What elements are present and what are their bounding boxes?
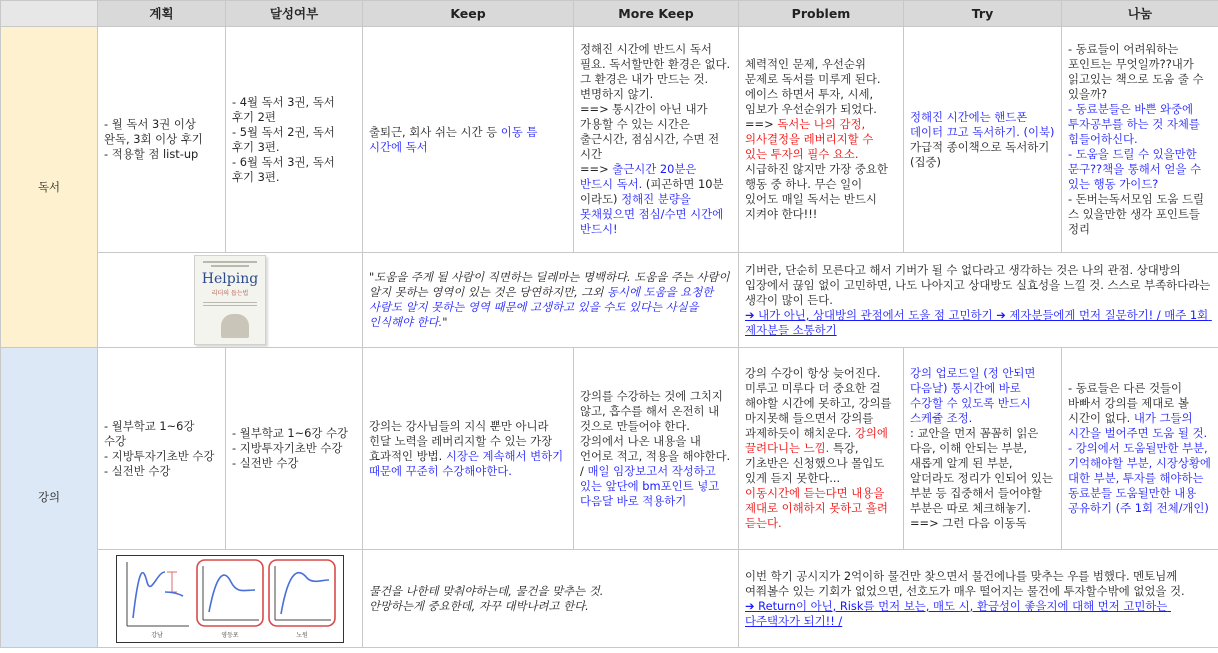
reflection-action-link[interactable]: ➔ Return이 아닌, Risk를 먼저 보는, 매도 시, 환금성이 좋을지에 대해 먼저 고민하는 다주택자가 되기!! / — [745, 598, 1171, 628]
lecture-problem-cell[interactable] — [739, 348, 904, 550]
quote-text: 안망하는게 중요한데, 자꾸 대박나려고 한다. — [369, 598, 589, 613]
quote-highlight: 동시에 도움을 요청한 사람도 알지 못하는 영역 때문에 고생하고 있을 수도 있다는 사실을 인식해야 한다. — [369, 285, 714, 329]
more-keep-text: ==> 통시간이 아닌 내가 가용할 수 있는 시간은 출근시간, 점심시간, 수면 전 시간 — [580, 102, 723, 161]
problem-highlight: 독서는 나의 감정, 의사결정을 레버리지할 수 있는 투자의 필수 요소. — [745, 117, 877, 161]
reflection-text: 이번 학기 공시지가 2억이하 물건만 찾으면서 물건에나를 맞추는 우를 범했다. 멘토님께 여쭤볼수 있는 기회가 없었으면, 선호도가 매우 떨어지는 물건에 투자할수밖에 없었을 것. — [745, 568, 1185, 598]
share-text: - 돈버는독서모임 도움 드릴 스 있을만한 생각 포인트들 정리 — [1068, 192, 1208, 236]
row-label-lecture[interactable]: 강의 — [1, 348, 98, 648]
keep-highlight: 이동 틈 시간에 독서 — [369, 124, 538, 154]
quote-text: " — [442, 315, 448, 329]
header-plan[interactable]: 계획 — [98, 1, 226, 27]
achievement-line: - 4월 독서 3권, 독서 후기 2편 — [232, 94, 339, 124]
plan-line: - 적용할 점 list-up — [104, 147, 199, 161]
reading-achievement-cell[interactable] — [226, 27, 363, 253]
quote-text: 물건을 나한테 맞춰야하는데, 물건을 맞추는 것. — [369, 583, 604, 598]
price-curve-svg — [117, 556, 343, 642]
header-share[interactable]: 나눔 — [1062, 1, 1218, 27]
share-text: - 동료들이 어려워하는 포인트는 무엇일까??내가 읽고있는 책으로 도움 줄 수 있을까? — [1068, 42, 1208, 101]
reading-problem-cell[interactable] — [739, 27, 904, 253]
reading-quote-cell[interactable] — [363, 253, 739, 348]
more-keep-text: (피곤하면 10분 이라도) — [580, 177, 728, 206]
reflection-text: 기버란, 단순히 모른다고 해서 기버가 될 수 없다라고 생각하는 것은 나의 관점. 상대방의 입장에서 끊임 없이 고민하면, 나도 나아지고 상대방도 실효성을 느낄 것. 스스로 부족하다라는 생각이 많이 든다. — [745, 262, 1214, 307]
problem-text: 특강, 기초반은 신청했으나 몰입도 있게 듣지 못한다... — [745, 441, 885, 485]
header-more-keep[interactable]: More Keep — [574, 1, 739, 27]
plan-line: - 월 독서 3권 이상 완독, 3회 이상 후기 — [104, 117, 203, 146]
lecture-graph-cell[interactable] — [98, 550, 363, 648]
panel-gangnam — [127, 562, 189, 639]
plan-line: - 실전반 수강 — [104, 463, 171, 478]
achievement-line: - 6월 독서 3권, 독서 후기 3편. — [232, 154, 339, 184]
plan-line: - 월부학교 1~6강 수강 — [104, 418, 199, 448]
try-highlight: 정해진 시간에는 핸드폰 데이터 끄고 독서하기. (이북) — [910, 109, 1055, 139]
book-subtitle: 리더의 돕는법 — [211, 290, 249, 297]
lecture-quote-cell[interactable] — [363, 550, 739, 648]
more-keep-text: 정해진 시간에 반드시 독서 필요. 독서할만한 환경은 없다. 그 환경은 내가 만드는 것. 변명하지 않기. — [580, 42, 734, 101]
graph-label-gangnam: 강남 — [151, 631, 163, 639]
keep-text: 강의는 강사님들의 지식 뿐만 아니라 힌달 노력을 레버리지할 수 있는 가장 효과적인 방법. — [369, 418, 553, 463]
more-keep-highlight: 정해진 분량을 못채웠으면 점심/수면 시간에 반드시! — [580, 192, 727, 236]
header-keep[interactable]: Keep — [363, 1, 574, 27]
problem-highlight: 강의에 끌려다니는 느낌. — [745, 426, 888, 455]
more-keep-highlight: 매일 임장보고서 작성하고 있는 앞단에 bm포인트 넣고 다음달 바로 적용하기 — [580, 463, 720, 508]
book-title: Helping — [201, 271, 259, 287]
reading-try-cell[interactable] — [904, 27, 1062, 253]
problem-text: 강의 수강이 항상 늦어진다. 미루고 미루다 더 중요한 걸 해야할 시간에 못하고, 강의를 마지못해 들으면서 강의를 과제하듯이 해치운다. — [745, 366, 892, 440]
achievement-line: - 5월 독서 2권, 독서 후기 3편. — [232, 124, 339, 154]
reading-more-keep-cell[interactable] — [574, 27, 739, 253]
try-text: 가급적 종이책으로 독서하기 (집중) — [910, 139, 1053, 169]
reading-keep-cell[interactable] — [363, 27, 574, 253]
header-achievement[interactable]: 달성여부 — [226, 1, 363, 27]
try-highlight: 강의 업로드일 (정 안되면 다음날) 통시간에 바로 수강할 수 있도록 반드시 스케쥴 조정. — [910, 366, 1039, 425]
more-keep-text: 강의를 수강하는 것에 그치지 않고, 흡수를 해서 온전히 내 것으로 만들어야 한다. 강의에서 나온 내용을 내 언어로 적고, 적용을 해야한다. / — [580, 388, 731, 478]
header-try[interactable]: Try — [904, 1, 1062, 27]
share-highlight: - 도움을 드릴 수 있을만한 문구??책을 통해서 얻을 수 있는 행동 가이드? — [1068, 147, 1205, 191]
author-photo — [221, 314, 249, 338]
price-curve-sketch — [116, 555, 344, 643]
lecture-keep-cell[interactable] — [363, 348, 574, 550]
share-highlight: - 동료분들은 바쁜 와중에 투자공부를 하는 것 자체를 힘들어하신다. — [1068, 102, 1204, 146]
problem-text: 체력적인 문제, 우선순위 문제로 독서를 미루게 된다. 에이스 하면서 투자, 시세, 임보가 우선순위가 되었다. — [745, 57, 885, 116]
book-cover-image — [194, 255, 266, 345]
graph-label-yeongdeungpo: 영등포 — [221, 631, 239, 639]
reading-reflection-cell[interactable] — [739, 253, 1218, 348]
graph-label-nowon: 노원 — [296, 631, 308, 639]
row-label-reading[interactable]: 독서 — [1, 27, 98, 348]
lecture-more-keep-cell[interactable] — [574, 348, 739, 550]
more-keep-highlight: 출근시간 20분은 반드시 독서. — [580, 162, 701, 191]
plan-line: - 지방투자기초반 수강 — [104, 448, 215, 463]
try-text: : 교안을 먼저 꼼꼼히 읽은 다음, 이해 안되는 부분, 새롭게 알게 된 부분, 알더라도 정리가 인되어 있는 부분 등 집중해서 들어야할 부분은 따로 체크해놓기. ==> 그런 다음 이동독 — [910, 426, 1057, 530]
lecture-try-cell[interactable] — [904, 348, 1062, 550]
share-text: - 동료들은 다른 것들이 바빠서 강의를 제대로 볼 시간이 없다. — [1068, 381, 1189, 425]
panel-nowon — [269, 560, 335, 639]
reading-plan-cell[interactable] — [98, 27, 226, 253]
header-corner — [1, 1, 98, 27]
lecture-plan-cell[interactable] — [98, 348, 226, 550]
lecture-share-cell[interactable] — [1062, 348, 1218, 550]
reflection-action-link[interactable]: ➔ 내가 아닌, 상대방의 관점에서 도울 점 고민하기 ➔ 제자분들에게 먼저 질문하기! / 매주 1회 제자분들 소통하기 — [745, 307, 1212, 337]
keep-highlight: 시장은 계속해서 변하기 때문에 꾸준히 수강해야한다. — [369, 448, 564, 478]
reading-share-cell[interactable] — [1062, 27, 1218, 253]
keep-text: 출퇴근, 회사 쉬는 시간 등 — [369, 124, 501, 139]
more-keep-text: ==> — [580, 162, 613, 176]
reading-book-cell[interactable] — [98, 253, 363, 348]
achievement-line: - 월부학교 1~6강 수강 — [232, 426, 349, 440]
share-highlight: 내가 그들의 시간을 벌어주면 도움 될 것. — [1068, 411, 1208, 440]
lecture-reflection-cell[interactable] — [739, 550, 1218, 648]
panel-yeongdeungpo — [197, 560, 263, 639]
header-problem[interactable]: Problem — [739, 1, 904, 27]
problem-text: ==> — [745, 117, 778, 131]
achievement-line: - 지방투자기초반 수강 — [232, 441, 343, 455]
achievement-line: - 실전반 수강 — [232, 456, 299, 470]
share-highlight: - 강의에서 도움될만한 부분, 기억해야할 부분, 시장상황에 대한 부분, 투자를 해야하는 동료분들 도움될만한 내용 공유하기 (주 1회 전체/개인) — [1068, 441, 1215, 515]
problem-text: 시급하진 않지만 가장 중요한 행동 중 하나. 무슨 일이 있어도 매일 독서는 반드시 지켜야 한다!!! — [745, 147, 892, 221]
quote-text: "도움을 주게 될 사람이 직면하는 딜레마는 명백하다. 도움을 주는 사람이 알지 못하는 영역이 있는 것은 당연하지만, 그외 — [369, 270, 730, 299]
lecture-achievement-cell[interactable] — [226, 348, 363, 550]
problem-highlight: 이동시간에 듣는다면 내용을 제대로 이해하지 못하고 흘려 듣는다. — [745, 486, 888, 530]
